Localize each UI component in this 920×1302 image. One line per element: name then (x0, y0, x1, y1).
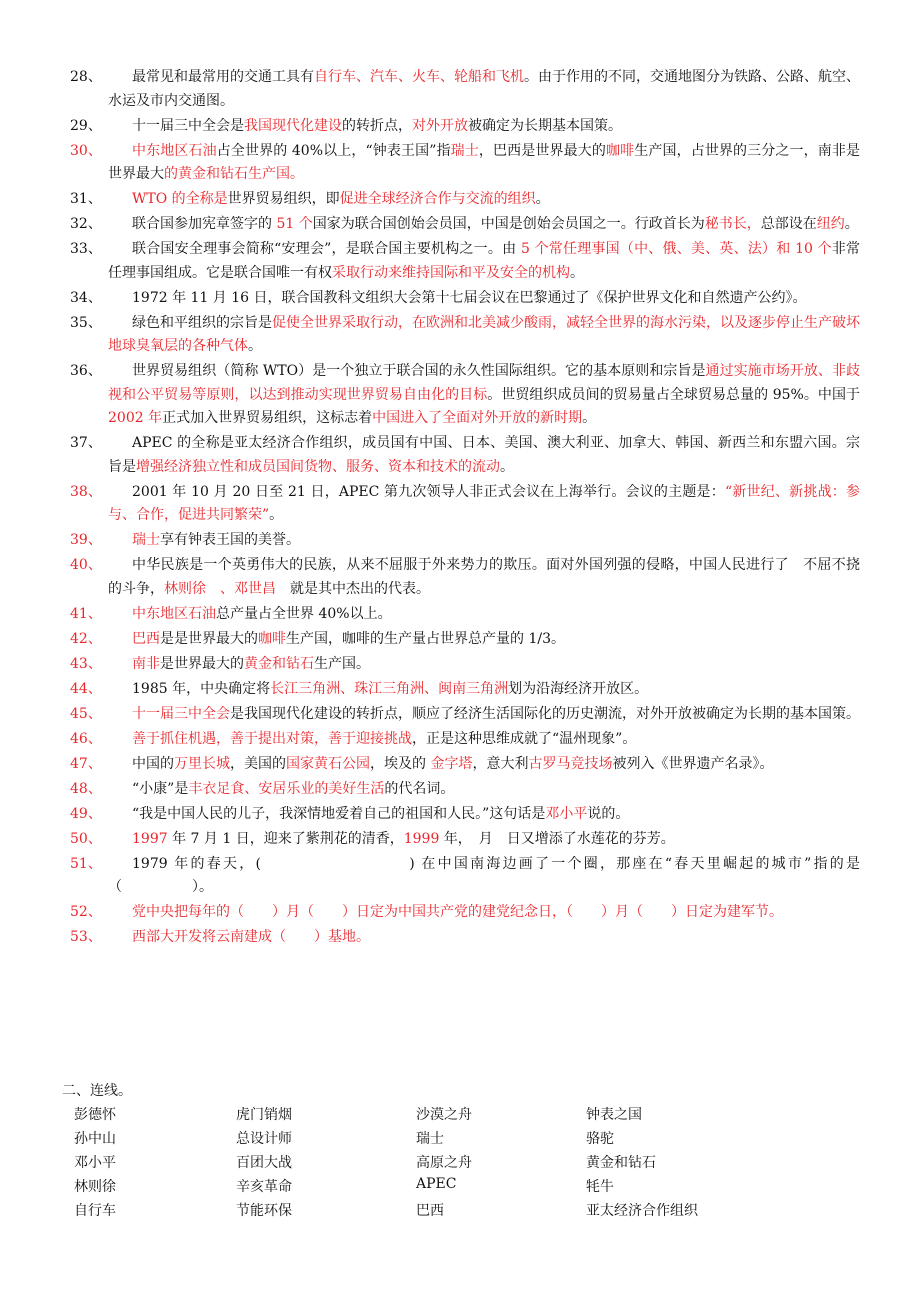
text-segment: 。 (570, 264, 584, 281)
item-text (108, 529, 860, 553)
matching-cell: 瑞士 (416, 1131, 444, 1147)
item-text (108, 140, 860, 187)
item-number: 29、 (70, 117, 102, 134)
matching-cell: 巴西 (416, 1203, 444, 1219)
item-text (108, 728, 860, 752)
matching-cell: 黄金和钻石 (586, 1155, 656, 1171)
matching-row (74, 1104, 834, 1128)
item-number: 38、 (70, 483, 102, 500)
list-item (70, 653, 860, 677)
list-item (70, 803, 860, 827)
text-segment: 绿色和平组织的宗旨是 (132, 314, 272, 331)
highlight-text: 中东地区石油 (132, 142, 217, 159)
text-segment: APEC 的全称是亚太经济合作组织，成员国有中国、日本、美国、澳大利亚、加拿大、韩国、新西兰和东盟六国。宗旨是 (108, 435, 860, 475)
text-segment: 生产国。 (314, 655, 370, 672)
highlight-text: 西部大开发将云南建成（ ）基地。 (132, 929, 370, 945)
highlight-text: 对外开放 (412, 117, 468, 134)
text-segment: 占全世界的 40%以上，“钟表王国”指 (216, 142, 451, 159)
item-number: 50、 (70, 830, 102, 847)
highlight-text: WTO 的全称是 (132, 191, 228, 207)
text-segment: 十一届三中全会是 (132, 117, 244, 134)
item-number: 51、 (70, 855, 102, 872)
item-text (108, 238, 860, 285)
list-item (70, 188, 860, 212)
text-segment: ，埃及的 (370, 755, 431, 772)
list-item (70, 853, 860, 900)
text-segment: 非常任理事国组成。它是联合国唯一有权 (108, 241, 861, 281)
text-segment: 中华民族是一个英勇伟大的民族，从来不屈服于外来势力的欺压。面对外国列强的侵略，中国人民进行了 不屈不挠 的斗争， (108, 557, 874, 597)
text-segment: ，巴西是世界最大的 (478, 142, 606, 159)
item-number: 36、 (70, 363, 102, 379)
item-number: 37、 (70, 435, 102, 451)
highlight-text: 黄金和钻石 (244, 655, 314, 672)
highlight-text: 1997 (132, 830, 168, 847)
list-item (70, 115, 860, 139)
item-text (108, 432, 860, 479)
list-item (70, 554, 874, 601)
text-segment: 1972 年 11 月 16 日，联合国教科文组织大会第十七届会议在巴黎通过了《保护世界文化和自然遗产公约》。 (132, 289, 807, 306)
text-segment: 。 (269, 507, 284, 523)
highlight-text: 通过实施市场开放、非歧视和公平贸易等原则，以达到推动实现世界贸易自由化的目标 (108, 363, 860, 403)
item-number: 35、 (70, 314, 102, 331)
item-text (108, 678, 860, 702)
highlight-text: 促进全球经济合作与交流的组织 (339, 191, 536, 207)
item-text (108, 360, 860, 431)
text-segment: ，意大利 (472, 755, 529, 772)
item-number: 30、 (70, 142, 102, 159)
item-number: 34、 (70, 289, 102, 306)
matching-cell: 沙漠之舟 (416, 1107, 472, 1123)
item-number: 31、 (70, 191, 102, 207)
highlight-text: “新世纪、新挑战：参与、合作，促进共同繁荣” (108, 483, 860, 523)
text-segment: 中国的 (132, 755, 174, 772)
text-segment: 。 (582, 410, 597, 426)
text-segment: 的代名词。 (384, 780, 455, 797)
text-segment: 世界贸易组织，即 (227, 191, 340, 207)
item-number: 43、 (70, 655, 102, 672)
item-number: 48、 (70, 780, 102, 797)
list-item (70, 703, 860, 727)
item-text (108, 481, 860, 528)
text-segment: 。 (500, 458, 514, 475)
item-text (108, 703, 860, 727)
list-item (70, 828, 860, 852)
highlight-text: 丰衣足食、安居乐业的美好生活 (188, 780, 385, 797)
highlight-text: 南非 (132, 655, 160, 672)
text-segment: 世界贸易组织（简称 WTO）是一个独立于联合国的永久性国际组织。它的基本原则和宗旨是 (132, 363, 706, 379)
matching-cell: 骆驼 (586, 1131, 614, 1147)
text-segment: 总产量占全世界 40%以上。 (216, 605, 392, 622)
item-number: 40、 (70, 557, 102, 573)
item-number: 42、 (70, 630, 102, 647)
list-item (70, 926, 860, 950)
text-segment: “我是中国人民的儿子，我深情地爱着自己的祖国和人民。”这句话是 (132, 805, 546, 822)
matching-row (74, 1152, 834, 1176)
item-number: 32、 (70, 216, 102, 232)
item-number: 46、 (70, 730, 102, 747)
item-text (108, 603, 860, 627)
matching-cell: 钟表之国 (586, 1107, 642, 1123)
text-segment: 联合国安全理事会简称“安理会”，是联合国主要机构之一。由 (132, 241, 521, 257)
matching-cell: 彭德怀 (74, 1107, 116, 1123)
text-segment: 总部设在 (760, 216, 817, 232)
highlight-text: 中国进入了全面对外开放的新时期 (372, 410, 583, 426)
list-item (70, 432, 860, 479)
text-segment: 是世界最大的 (160, 655, 244, 672)
matching-cell: 林则徐 (74, 1179, 116, 1195)
item-number: 49、 (70, 805, 102, 822)
list-item (70, 901, 860, 925)
text-segment: 被列入《世界遗产名录》。 (612, 755, 774, 772)
item-text (108, 188, 860, 212)
text-segment: 2001 年 10 月 20 日至 21 日，APEC 第九次领导人非正式会议在上海举行。会议的主题是： (132, 483, 725, 500)
text-segment: 年 7 月 1 日，迎来了紫荆花的清香， (167, 830, 404, 847)
highlight-text: 咖啡 (258, 630, 286, 647)
text-segment: 的转折点， (342, 117, 412, 134)
matching-cell: 百团大战 (236, 1155, 292, 1171)
matching-cell: 孙中山 (74, 1131, 116, 1147)
item-text (108, 628, 860, 652)
highlight-text: 秘书长， (704, 216, 761, 232)
text-segment: 最常见和最常用的交通工具有 (132, 69, 314, 85)
highlight-text: 瑞士 (132, 532, 160, 548)
text-segment: 。 (248, 338, 262, 354)
matching-cell: 虎门销烟 (236, 1107, 292, 1123)
text-segment: 就是其中杰出的代表。 (276, 580, 430, 597)
list-item (70, 140, 860, 187)
question-list (70, 66, 874, 951)
matching-table (74, 1104, 834, 1224)
list-item (70, 238, 860, 285)
item-text (108, 213, 860, 237)
highlight-text: 长江三角洲、珠江三角洲、闽南三角洲 (270, 680, 509, 697)
matching-cell: 节能环保 (236, 1203, 292, 1219)
matching-cell: APEC (416, 1176, 457, 1192)
matching-cell: 高原之舟 (416, 1155, 472, 1171)
item-text (108, 853, 860, 900)
item-text (108, 287, 860, 311)
item-text (108, 554, 874, 601)
text-segment: 生产国，咖啡的生产量占世界总产量的 1/3。 (286, 630, 565, 647)
text-segment: 。 (844, 216, 859, 232)
matching-row (74, 1200, 834, 1224)
highlight-text: 增强经济独立性和成员国间货物、服务、资本和技术的流动 (136, 458, 500, 475)
item-number: 39、 (70, 532, 102, 548)
item-text (108, 312, 860, 359)
text-segment: 1985 年，中央确定将 (132, 680, 271, 697)
text-segment: 是是世界最大的 (160, 630, 258, 647)
matching-cell: 邓小平 (74, 1155, 116, 1171)
highlight-text: 瑞士 (450, 142, 479, 159)
matching-cell: 自行车 (74, 1203, 116, 1219)
highlight-text: 1999 (403, 830, 440, 847)
highlight-text: 咖啡 (605, 142, 635, 159)
highlight-text: 古罗马竞技场 (528, 755, 613, 772)
list-item (70, 66, 860, 113)
item-number: 28、 (70, 69, 102, 85)
matching-row (74, 1176, 834, 1200)
text-segment: “小康”是 (132, 780, 189, 797)
highlight-text: 邓小平 (545, 805, 588, 822)
text-segment: ，正是这种思维成就了“温州现象”。 (412, 730, 637, 747)
text-segment: 享有钟表王国的美誉。 (160, 532, 300, 548)
highlight-text: 采取行动来维持国际和平及安全的机构 (332, 264, 570, 281)
text-segment: 。世贸组织成员间的贸易量占全球贸易总量的 95%。中国于 (487, 386, 860, 403)
matching-cell: 牦牛 (586, 1179, 614, 1195)
text-segment: 联合国参加宪章签字的 (132, 216, 277, 232)
matching-row (74, 1128, 834, 1152)
item-text (108, 753, 860, 777)
item-number: 33、 (70, 241, 102, 257)
text-segment: 划为沿海经济开放区。 (508, 680, 649, 697)
matching-cell: 亚太经济合作组织 (586, 1203, 698, 1219)
text-segment: 国家为联合国创始会员国，中国是创始会员国之一。行政首长为 (312, 216, 705, 232)
highlight-text: 5 个常任理事国（中、俄、美、英、法）和 10 个 (521, 241, 832, 257)
list-item (70, 529, 860, 553)
list-item (70, 287, 860, 311)
list-item (70, 678, 860, 702)
list-item (70, 728, 860, 752)
list-item (70, 360, 860, 431)
highlight-text: 十一届三中全会 (132, 705, 230, 722)
text-segment: 说的。 (587, 805, 630, 822)
highlight-text: 51 个 (276, 216, 313, 232)
text-segment: 正式加入世界贸易组织，这标志着 (162, 410, 373, 426)
text-segment: 。 (535, 191, 550, 207)
highlight-text: 巴西 (132, 630, 160, 647)
item-text (108, 653, 860, 677)
highlight-text: 的黄金和钻石生产国。 (164, 166, 304, 182)
item-number: 53、 (70, 929, 102, 945)
section-title-matching: 二、连线。 (62, 1083, 132, 1099)
item-text (108, 66, 860, 113)
item-text (108, 926, 860, 950)
list-item (70, 312, 860, 359)
item-text (108, 778, 860, 802)
item-number: 41、 (70, 605, 102, 622)
text-segment: 1979 年的春天，( ) 在中国南海边画了一个圈，那座在“春天里崛起的城市”指的是（ ）。 (108, 855, 860, 895)
text-segment: 年， 月 日又增添了水莲花的芬芳。 (439, 830, 675, 847)
matching-cell: 总设计师 (236, 1131, 292, 1147)
list-item (70, 481, 860, 528)
item-text (108, 803, 860, 827)
highlight-text: 促使全世界采取行动，在欧洲和北美减少酸雨，减轻全世界的海水污染，以及逐步停止生产破坏地球臭氧层的各种气体 (108, 314, 860, 354)
item-number: 44、 (70, 680, 102, 697)
list-item (70, 778, 860, 802)
highlight-text: 中东地区石油 (132, 605, 216, 622)
item-text (108, 901, 860, 925)
highlight-text: 我国现代化建设 (244, 117, 342, 134)
text-segment: ，美国的 (230, 755, 286, 772)
list-item (70, 753, 860, 777)
highlight-text: 金字塔 (430, 755, 473, 772)
item-number: 52、 (70, 904, 102, 920)
item-text (108, 115, 860, 139)
highlight-text: 林则徐 、邓世昌 (164, 580, 276, 597)
highlight-text: 自行车、汽车、火车、轮船和飞机 (314, 69, 524, 85)
highlight-text: 党中央把每年的（ ）月（ ）日定为中国共产党的建党纪念日，（ ）月（ ）日定为建军节。 (132, 904, 783, 920)
text-segment: 生产国，占世界的三分之一，南非是世界最大 (108, 142, 861, 182)
highlight-text: 国家黄石公园 (286, 755, 370, 772)
highlight-text: 2002 年 (108, 410, 163, 426)
text-segment: 。由于作用的不同，交通地图分为铁路、公路、航空、水运及市内交通图。 (108, 69, 860, 109)
item-text (108, 828, 860, 852)
text-segment: 被确定为长期基本国策。 (468, 117, 622, 134)
text-segment: 是我国现代化建设的转折点，顺应了经济生活国际化的历史潮流，对外开放被确定为长期的基本国策。 (230, 705, 860, 722)
highlight-text: 万里长城 (174, 755, 230, 772)
highlight-text: 善于抓住机遇，善于提出对策，善于迎接挑战 (132, 730, 412, 747)
list-item (70, 603, 860, 627)
list-item (70, 213, 860, 237)
matching-cell: 辛亥革命 (236, 1179, 292, 1195)
highlight-text: 纽约 (816, 216, 845, 232)
item-number: 45、 (70, 705, 102, 722)
list-item (70, 628, 860, 652)
item-number: 47、 (70, 755, 102, 772)
